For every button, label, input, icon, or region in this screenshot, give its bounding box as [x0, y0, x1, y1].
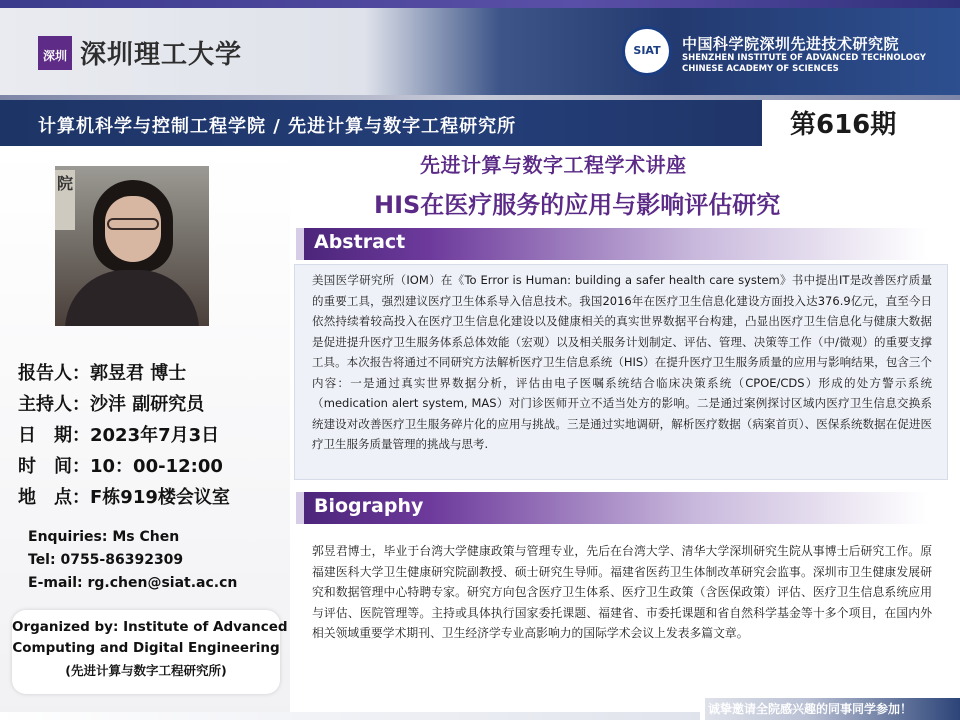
siat-name-en-2: CHINESE ACADEMY OF SCIENCES	[682, 64, 839, 74]
bottom-stripe	[0, 712, 700, 720]
dept-title: 计算机科学与控制工程学院 / 先进计算与数字工程研究所	[38, 116, 517, 137]
speaker-photo	[55, 166, 209, 326]
lecture-topic: HIS在医疗服务的应用与影响评估研究	[374, 191, 781, 219]
date: 日 期：2023年7月3日	[18, 425, 220, 446]
organizer-line-1: Organized by: Institute of Advanced	[12, 619, 288, 635]
photo-sign: 院	[55, 170, 75, 230]
header-top-stripe	[0, 0, 960, 8]
photo-glasses	[107, 218, 159, 230]
siat-name-cn: 中国科学院深圳先进技术研究院	[682, 35, 900, 53]
place: 地 点：F栋919楼会议室	[18, 487, 230, 508]
enquiries-contact: Enquiries: Ms Chen	[28, 529, 180, 545]
szu-logo	[38, 36, 72, 70]
abstract-text: 美国医学研究所（IOM）在《To Error is Human: building a safer health care system》书中提出IT是改善医疗质量的重要工具，强烈建议医疗卫生体系导入信息技术。我国2016年在医疗卫生信息化建设方面投入达376.9亿元，直至今日依然持续着较高投入在医疗卫生信息化建设以及健康相关的真实世界数据平台构建，凸显出医疗卫生信息化与健康大数据是促进提升医疗卫生服务体系总体效能（宏观）以及相关服务计划制定、评估、管理、决策等工作（中/微观）的重要支撑工具。本次报告将通过不同研究方法解析医疗卫生信息系统（HIS）在提升医疗卫生服务质量的应用与影响结果，包含三个内容：一是通过真实世界数据分析，评估由电子医嘱系统结合临床决策系统（CPOE/CDS）形成的处方警示系统（medication alert system, MAS）对门诊医师开立不适当处方的影响。二是通过案例探讨区域内医疗卫生信息交换系统建设对改善医疗卫生服务碎片化的应用与挑战。三是通过实地调研，解析医疗数据（病案首页）、医保系统数据在促进医疗卫生服务质量管理的挑战与思考.	[312, 273, 932, 451]
issue-number: 第616期	[790, 110, 897, 140]
invite-text: 诚挚邀请全院感兴趣的同事同学参加！	[708, 702, 913, 716]
organizer-line-2: Computing and Digital Engineering	[12, 640, 280, 656]
biography-header-notch	[296, 492, 304, 524]
szu-logo-text: 深圳	[42, 49, 67, 63]
speaker: 报告人：郭昱君 博士	[18, 363, 187, 384]
abstract-header	[296, 228, 960, 260]
host: 主持人：沙沣 副研究员	[18, 394, 205, 415]
siat-logo: SIAT	[622, 26, 672, 76]
szu-name: 深圳理工大学	[80, 40, 243, 70]
photo-body	[65, 270, 199, 326]
siat-name-en-1: SHENZHEN INSTITUTE OF ADVANCED TECHNOLOGY	[682, 53, 926, 63]
enquiries-tel: Tel: 0755-86392309	[28, 552, 184, 568]
organizer-line-3: (先进计算与数字工程研究所)	[65, 663, 227, 678]
biography-text: 郭昱君博士，毕业于台湾大学健康政策与管理专业，先后在台湾大学、清华大学深圳研究生院从事博士后研究工作。原福建医科大学卫生健康研究院副教授、硕士研究生导师。福建省医药卫生体制改革研究会监事。深圳市卫生健康发展研究和数据管理中心特聘专家。研究方向包含医疗卫生体系、医疗卫生政策（含医保政策）评估、医疗卫生信息系统应用与评估、医院管理等。主持或具体执行国家委托课题、福建省、市委托课题和省自然科学基金等十多个项目，在国内外相关领域重要学术期刊、卫生经济学专业高影响力的国际学术会议上发表多篇文章。	[312, 544, 932, 640]
lecture-series: 先进计算与数字工程学术讲座	[420, 153, 687, 177]
biography-header	[296, 492, 960, 524]
biography-title: Biography	[314, 495, 424, 517]
abstract-title: Abstract	[314, 231, 406, 253]
time: 时 间：10：00-12:00	[18, 456, 223, 477]
abstract-header-notch	[296, 228, 304, 260]
enquiries-email: E-mail: rg.chen@siat.ac.cn	[28, 575, 238, 591]
